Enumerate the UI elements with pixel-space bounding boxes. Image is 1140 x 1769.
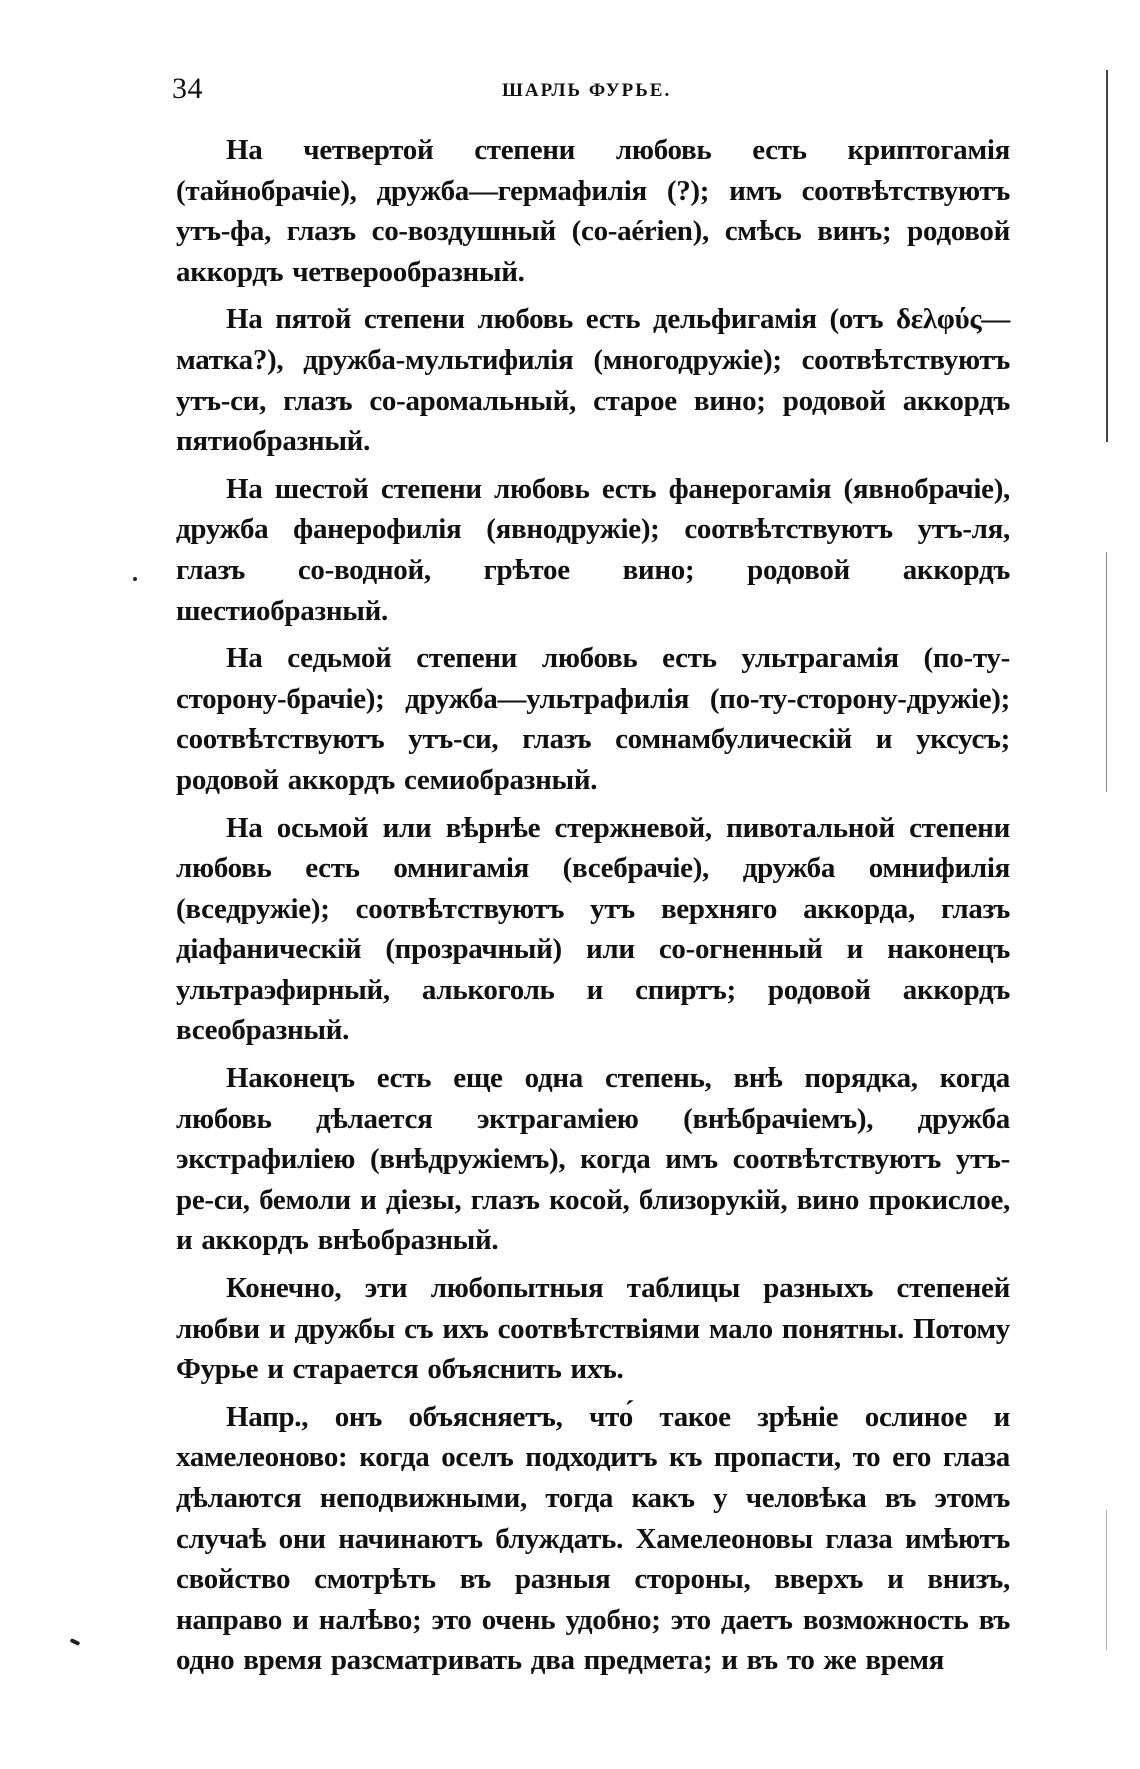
paragraph-fifth-degree: На пятой степени любовь есть дельфигамія (отъ δελφύς—матка?), дружба-мультифилія (многодружіе); соотвѣтствуютъ утъ-си, глазъ со-аромальный, старое вино; родовой аккордъ пятиобразный. [176,303,1010,458]
paragraph-sixth-degree: На шестой степени любовь есть фанерогамія (явнобрачіе), дружба фанерофилія (явнодружіе); соотвѣтствуютъ утъ-ля, глазъ со-водной, грѣтое вино; родовой аккордъ шестиобразный. [176,472,1010,627]
paragraph-eighth-degree: На осьмой или вѣрнѣе стержневой, пивотальной степени любовь есть омнигамія (всебрачіе), дружба омнифилія (вседружіе); соотвѣтствуютъ утъ верхняго аккорда, глазъ діафаническій (прозрачный) или со-огненный и наконецъ ультраэфирный, алькоголь и спиртъ; родовой аккордъ всеобразный. [176,811,1010,1047]
scan-margin-rule [1106,552,1107,792]
paragraph-tables-explanation: Конечно, эти любопытныя таблицы разныхъ степеней любви и дружбы съ ихъ соотвѣтствіями мало понятны. Потому Фурье и старается объяснить ихъ. [176,1272,1010,1386]
body-text [176,130,1010,1688]
paragraph-vision-example: Напр., онъ объясняетъ, что́ такое зрѣніе ослиное и хамелеоново: когда оселъ подходитъ къ пропасти, то его глаза дѣлаются неподвижными, тогда какъ у человѣка въ этомъ случаѣ они начинаютъ блуждать. Хамелеоновы глаза имѣютъ свойство смотрѣть въ разныя стороны, вверхъ и внизъ, направо и налѣво; это очень удобно; это даетъ возможность въ одно время разсматривать два предмета; и въ то же время [176,1400,1010,1677]
page-number: 34 [172,72,203,105]
scan-speck [133,577,137,581]
paragraph-fourth-degree: На четвертой степени любовь есть криптогамія (тайнобрачіе), дружба—гермафилія (?); имъ соотвѣтствуютъ утъ-фа, глазъ со-воздушный (со-aérien), смѣсь винъ; родовой аккордъ четверообразный. [176,134,1010,288]
paragraph-seventh-degree: На седьмой степени любовь есть ультрагамія (по-ту-сторону-брачіе); дружба—ультрафилія (по-ту-сторону-дружіе); соотвѣтствуютъ утъ-си, глазъ сомнамбулическій и уксусъ; родовой аккордъ семиобразный. [176,642,1010,796]
running-head: ШАРЛЬ ФУРЬЕ. [502,80,672,101]
scan-margin-rule [1106,70,1108,442]
paragraph-extra-degree: Наконецъ есть еще одна степень, внѣ порядка, когда любовь дѣлается эктрагаміею (внѣбрачіемъ), дружба экстрафиліею (внѣдружіемъ), когда имъ соотвѣтствуютъ утъ-ре-си, бемоли и діезы, глазъ косой, близорукій, вино прокислое, и аккордъ внѣобразный. [176,1062,1010,1257]
scan-margin-rule [1106,1510,1107,1650]
scan-speck [70,1638,81,1646]
page-header [172,72,1012,112]
